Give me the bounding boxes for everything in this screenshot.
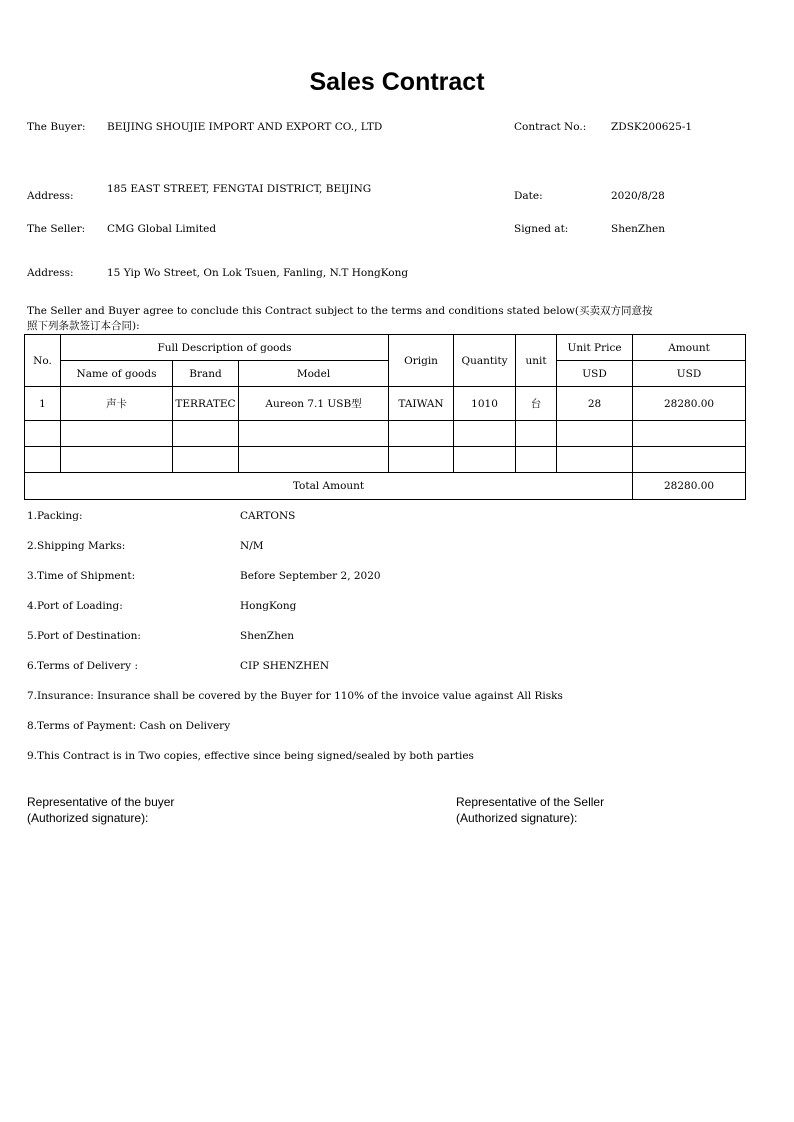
- signed-at-label: Signed at:: [514, 223, 569, 235]
- total-value: 28280.00: [633, 473, 746, 500]
- term-packing-value: CARTONS: [240, 510, 296, 522]
- seller-representative-title: Representative of the Seller: [456, 795, 605, 809]
- header-unit-price: Unit Price: [557, 335, 633, 361]
- buyer-address-value: 185 EAST STREET, FENGTAI DISTRICT, BEIJING: [107, 183, 372, 195]
- header-no: No.: [25, 335, 61, 387]
- table-subheader-row: [25, 361, 746, 387]
- date-label: Date:: [514, 190, 543, 202]
- term-shipping-marks-value: N/M: [240, 540, 264, 552]
- cell-amount: 28280.00: [633, 387, 746, 421]
- cell-no: 1: [25, 387, 61, 421]
- header-brand: Brand: [173, 361, 239, 387]
- clause-insurance: 7.Insurance: Insurance shall be covered by the Buyer for 110% of the invoice value against All Risks: [27, 690, 563, 702]
- goods-table: [24, 334, 746, 500]
- seller-signature-block: [456, 794, 604, 826]
- table-total-row: [25, 473, 746, 500]
- buyer-signature-block: [27, 794, 174, 826]
- header-amount-currency: USD: [633, 361, 746, 387]
- term-shipping-marks-label: 2.Shipping Marks:: [27, 540, 126, 552]
- seller-address-value: 15 Yip Wo Street, On Lok Tsuen, Fanling, N.T HongKong: [107, 267, 409, 279]
- date-value: 2020/8/28: [611, 190, 665, 202]
- seller-address-label: Address:: [27, 267, 74, 279]
- term-port-loading-label: 4.Port of Loading:: [27, 600, 123, 612]
- term-packing-label: 1.Packing:: [27, 510, 83, 522]
- term-port-destination-value: ShenZhen: [240, 630, 294, 642]
- header-full-description: Full Description of goods: [61, 335, 389, 361]
- cell-quantity: 1010: [454, 387, 516, 421]
- header-quantity: Quantity: [454, 335, 516, 387]
- term-delivery-value: CIP SHENZHEN: [240, 660, 330, 672]
- total-label: Total Amount: [25, 473, 633, 500]
- buyer-value: BEIJING SHOUJIE IMPORT AND EXPORT CO., LTD: [107, 121, 383, 133]
- header-amount: Amount: [633, 335, 746, 361]
- buyer-label: The Buyer:: [27, 121, 86, 133]
- table-row: [25, 387, 746, 421]
- cell-unit: 台: [516, 387, 557, 421]
- clause-payment: 8.Terms of Payment: Cash on Delivery: [27, 720, 231, 732]
- term-shipment-time-value: Before September 2, 2020: [240, 570, 381, 582]
- term-delivery-label: 6.Terms of Delivery :: [27, 660, 138, 672]
- contract-no-label: Contract No.:: [514, 121, 587, 133]
- seller-value: CMG Global Limited: [107, 223, 217, 235]
- contract-no-value: ZDSK200625-1: [611, 121, 693, 133]
- cell-brand: TERRATEC: [173, 387, 239, 421]
- header-name-of-goods: Name of goods: [61, 361, 173, 387]
- seller-label: The Seller:: [27, 223, 86, 235]
- clause-copies: 9.This Contract is in Two copies, effective since being signed/sealed by both parties: [27, 750, 474, 762]
- header-unit-price-currency: USD: [557, 361, 633, 387]
- buyer-address-label: Address:: [27, 190, 74, 202]
- intro-line-2: 照下列条款签订本合同):: [27, 320, 140, 332]
- signed-at-value: ShenZhen: [611, 223, 665, 235]
- term-shipment-time-label: 3.Time of Shipment:: [27, 570, 136, 582]
- term-port-loading-value: HongKong: [240, 600, 297, 612]
- buyer-authorized-signature: (Authorized signature):: [27, 811, 149, 825]
- table-row-empty: [25, 421, 746, 447]
- table-row-empty: [25, 447, 746, 473]
- header-origin: Origin: [389, 335, 454, 387]
- table-header-row: [25, 335, 746, 361]
- buyer-representative-title: Representative of the buyer: [27, 795, 175, 809]
- page-title: Sales Contract: [309, 68, 485, 96]
- cell-unit-price: 28: [557, 387, 633, 421]
- header-unit: unit: [516, 335, 557, 387]
- term-port-destination-label: 5.Port of Destination:: [27, 630, 141, 642]
- cell-model: Aureon 7.1 USB型: [239, 387, 389, 421]
- seller-authorized-signature: (Authorized signature):: [456, 811, 578, 825]
- header-model: Model: [239, 361, 389, 387]
- cell-origin: TAIWAN: [389, 387, 454, 421]
- intro-line-1: The Seller and Buyer agree to conclude this Contract subject to the terms and conditions stated below(买卖双方同意按: [27, 305, 653, 317]
- cell-name: 声卡: [61, 387, 173, 421]
